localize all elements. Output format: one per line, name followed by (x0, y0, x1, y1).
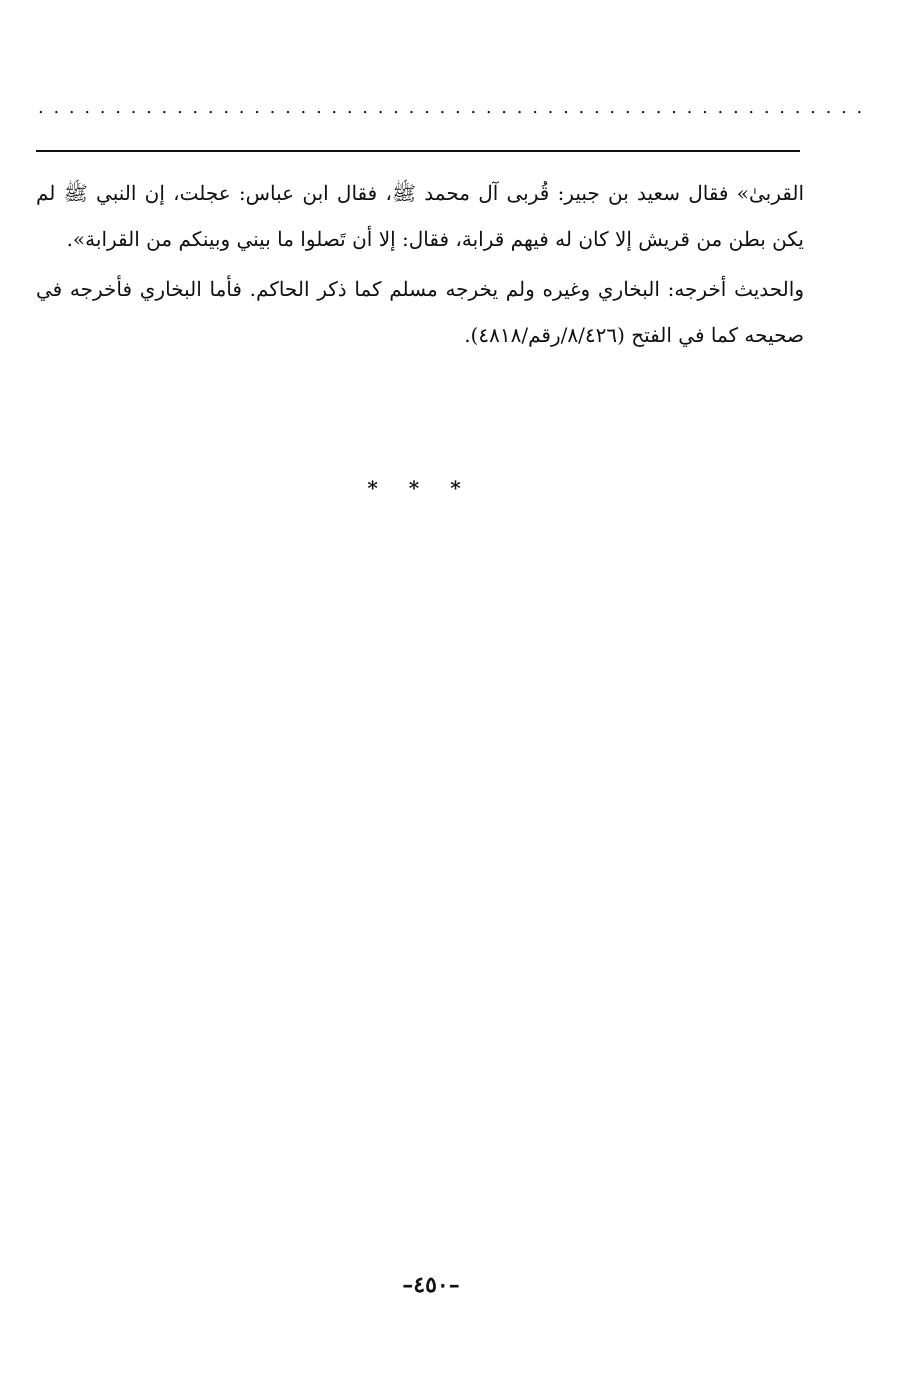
footnote-separator-line (36, 150, 800, 152)
footnote-block (36, 170, 804, 362)
footnote-paragraph: والحديث أخرجه: البخاري وغيره ولم يخرجه مسلم كما ذكر الحاكم. فأما البخاري فأخرجه في صحيحه كما في الفتح (٨/٤٢٦/رقم/٤٨١٨). (36, 277, 804, 347)
footnote-paragraph: القربىٰ» فقال سعيد بن جبير: قُربى آل محمد ﷺ، فقال ابن عباس: عجلت، إن النبي ﷺ لم يكن بطن من قريش إلا كان له فيهم قرابة، فقال: إلا أن تَصلوا ما بيني وبينكم من القرابة». (36, 181, 804, 251)
continuation-dots: . . . . . . . . . . . . . . . . . . . . . . . . . . . . . . . . . . . . . . . . . . . . . . . . . . . . . . (38, 97, 865, 118)
page-number: –٤٥٠– (402, 1272, 460, 1298)
section-separator: * * * (367, 476, 473, 500)
